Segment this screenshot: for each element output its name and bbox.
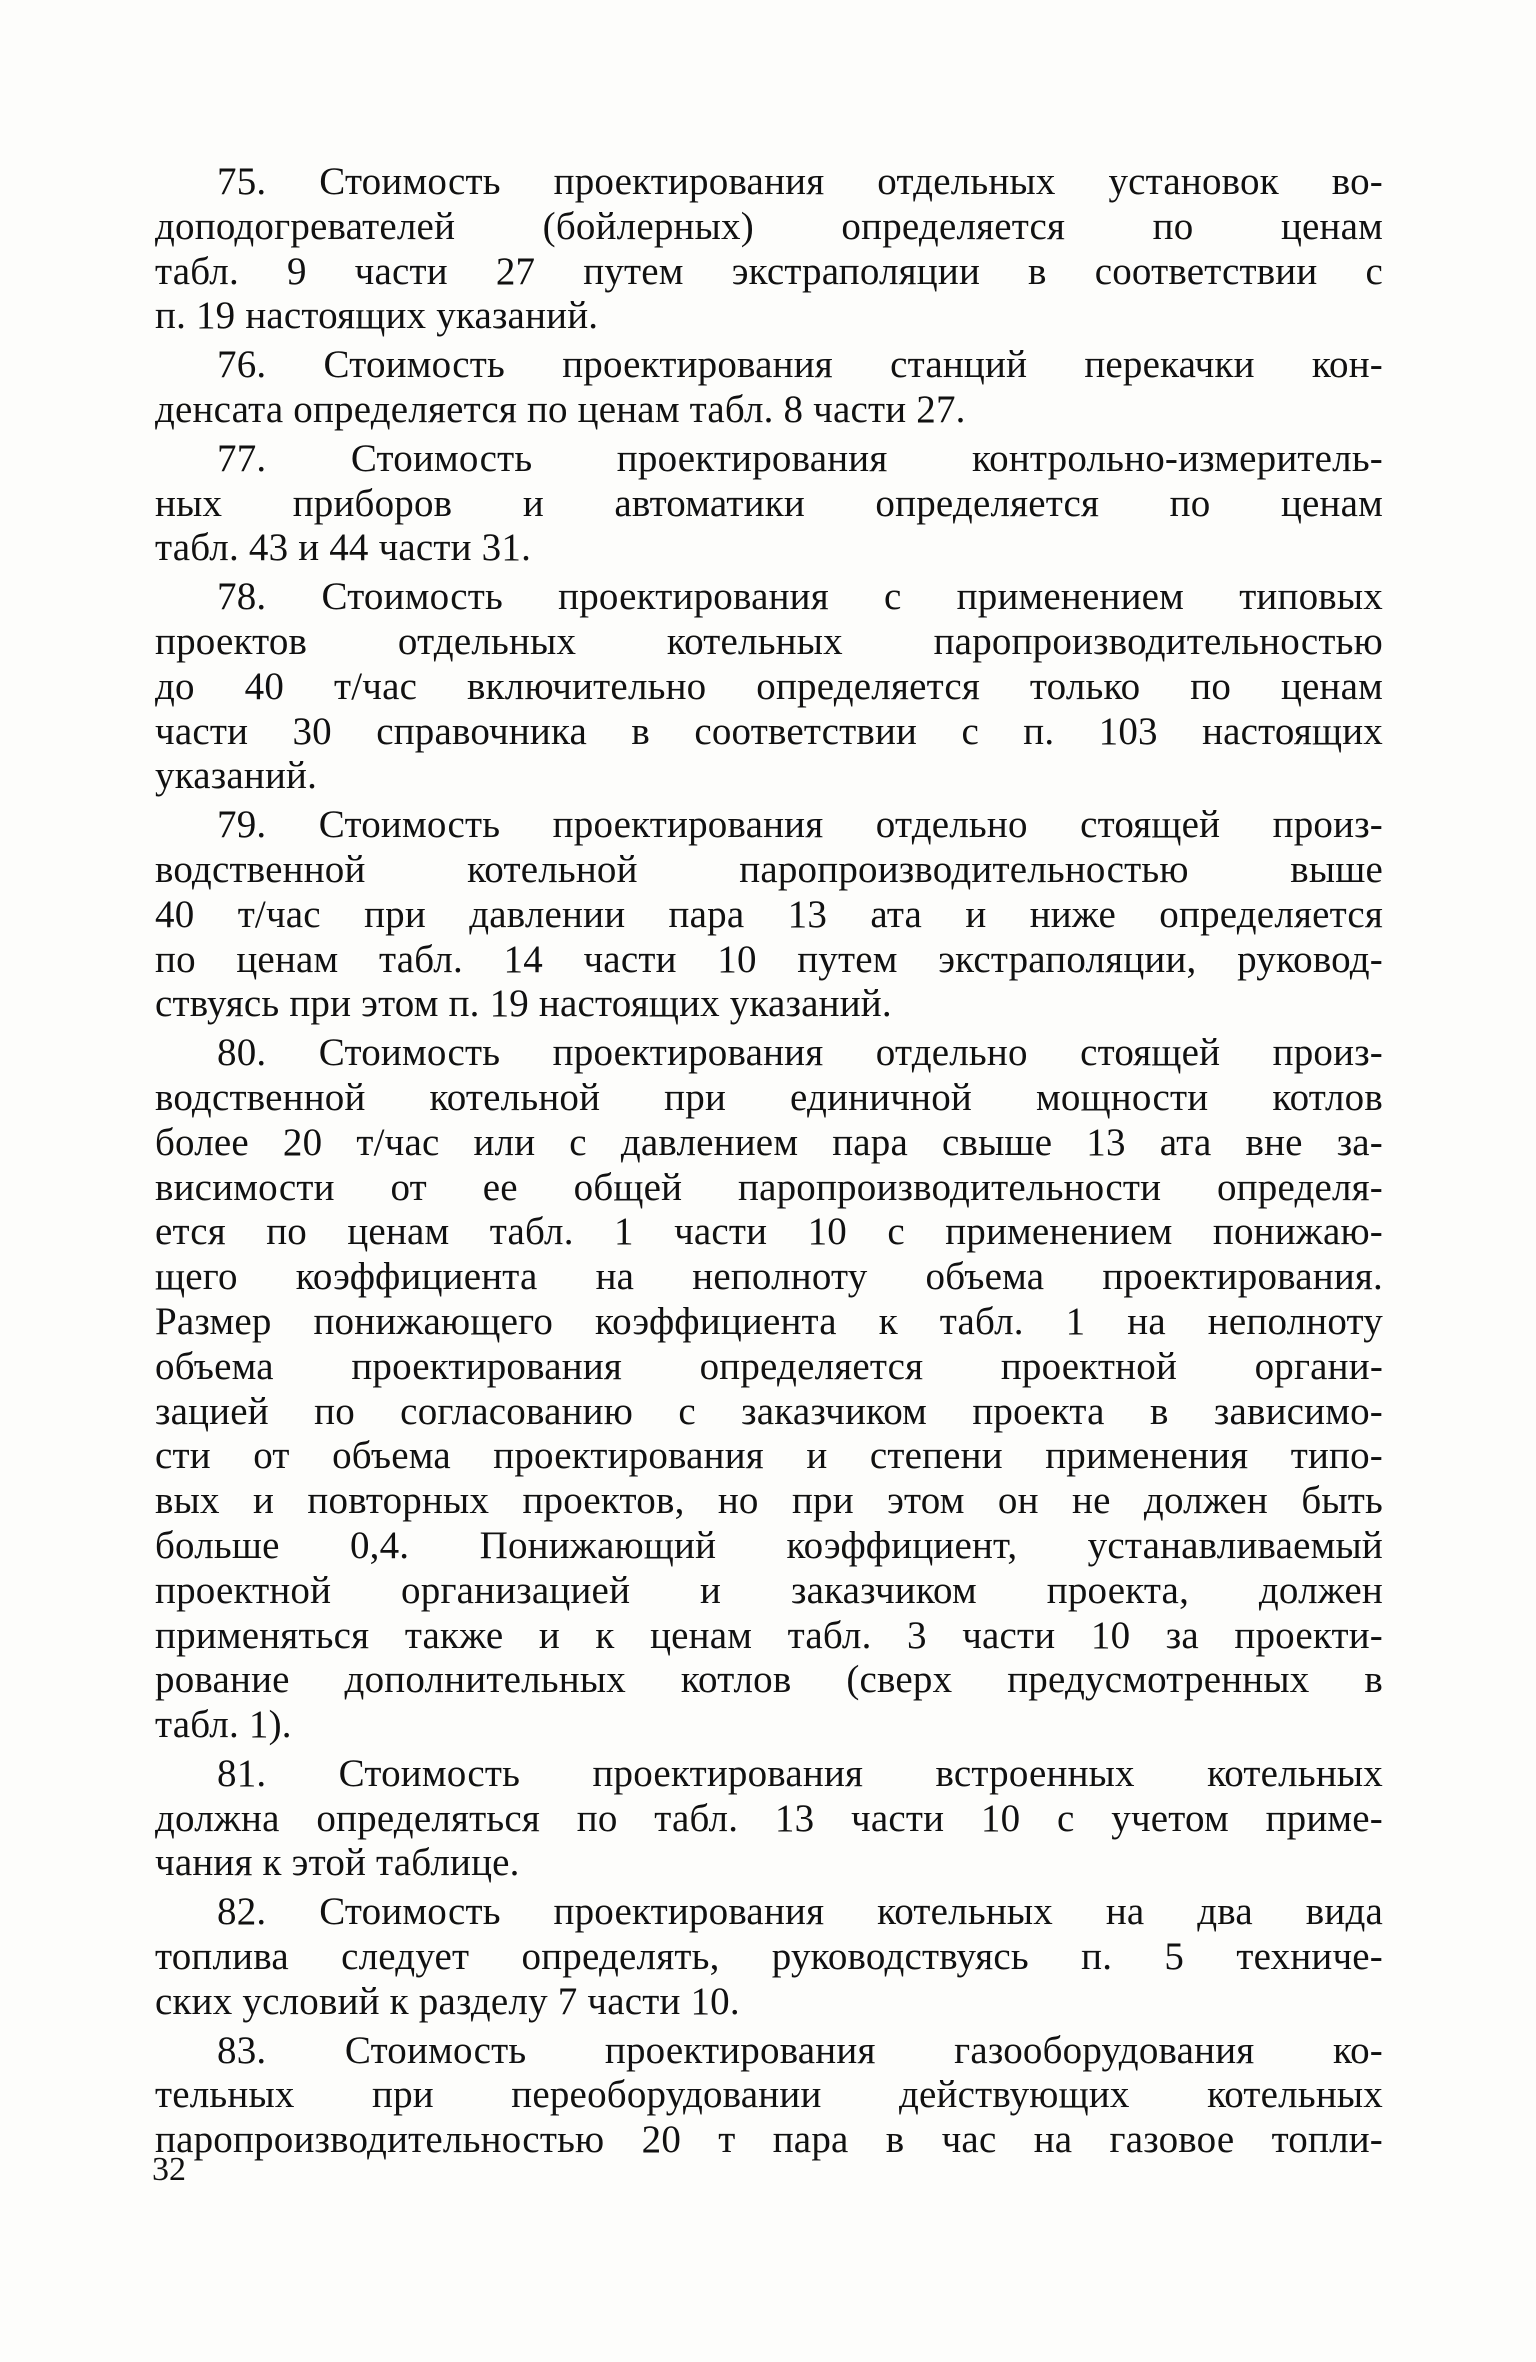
text-line: 40 т/час при давлении пара 13 ата и ниже определяется: [155, 892, 1383, 936]
text-line: 83. Стоимость проектирования газооборудования ко-: [217, 2028, 1383, 2072]
text-line: применяться также и к ценам табл. 3 части 10 за проекти-: [155, 1613, 1383, 1657]
text-line: ствуясь при этом п. 19 настоящих указаний.: [155, 982, 892, 1026]
text-line: п. 19 настоящих указаний.: [155, 294, 599, 338]
text-line: ных приборов и автоматики определяется по ценам: [155, 481, 1383, 525]
paragraph-76: [155, 343, 1383, 433]
text-line: должна определяться по табл. 13 части 10 с учетом приме-: [155, 1796, 1383, 1840]
text-line: топлива следует определять, руководствуясь п. 5 техниче-: [155, 1935, 1383, 1979]
text-line: доподогревателей (бойлерных) определяется по ценам: [155, 204, 1383, 248]
page-number: 32: [152, 2151, 186, 2188]
paragraph-83: [155, 2029, 1383, 2163]
text-line: 81. Стоимость проектирования встроенных котельных: [217, 1751, 1383, 1795]
text-line: ется по ценам табл. 1 части 10 с применением понижаю-: [155, 1210, 1383, 1254]
paragraph-82: [155, 1890, 1383, 2024]
text-line: до 40 т/час включительно определяется только по ценам: [155, 664, 1383, 708]
text-line: водственной котельной паропроизводительностью выше: [155, 847, 1383, 891]
text-line: тельных при переоборудовании действующих котельных: [155, 2073, 1383, 2117]
text-line: 77. Стоимость проектирования контрольно-измеритель-: [217, 436, 1383, 480]
paragraph-77: [155, 437, 1383, 571]
text-line: зацией по согласованию с заказчиком проекта в зависимо-: [155, 1389, 1383, 1433]
text-line: денсата определяется по ценам табл. 8 части 27.: [155, 387, 966, 431]
text-line: табл. 43 и 44 части 31.: [155, 526, 532, 570]
text-line: Размер понижающего коэффициента к табл. 1 на неполноту: [155, 1299, 1383, 1343]
text-line: вых и повторных проектов, но при этом он не должен быть: [155, 1479, 1383, 1523]
text-line: 76. Стоимость проектирования станций перекачки кон-: [217, 343, 1383, 387]
text-line: более 20 т/час или с давлением пара свыше 13 ата вне за-: [155, 1120, 1383, 1164]
text-line: 80. Стоимость проектирования отдельно стоящей произ-: [217, 1031, 1383, 1075]
text-line: объема проектирования определяется проектной органи-: [155, 1344, 1383, 1388]
text-line: щего коэффициента на неполноту объема проектирования.: [155, 1255, 1383, 1299]
paragraph-81: [155, 1752, 1383, 1886]
paragraph-75: [155, 160, 1383, 339]
text-line: 75. Стоимость проектирования отдельных установок во-: [217, 160, 1383, 203]
paragraph-79: [155, 803, 1383, 1027]
text-line: больше 0,4. Понижающий коэффициент, устанавливаемый: [155, 1523, 1383, 1567]
text-line: 82. Стоимость проектирования котельных на два вида: [217, 1890, 1383, 1934]
text-line: висимости от ее общей паропроизводительности определя-: [155, 1165, 1383, 1209]
page-text: [155, 160, 1383, 2167]
text-line: ских условий к разделу 7 части 10.: [155, 1979, 740, 2023]
text-line: чания к этой таблице.: [155, 1841, 520, 1885]
text-line: по ценам табл. 14 части 10 путем экстраполяции, руковод-: [155, 937, 1383, 981]
paragraph-78: [155, 575, 1383, 799]
text-line: указаний.: [155, 754, 318, 798]
text-line: сти от объема проектирования и степени применения типо-: [155, 1434, 1383, 1478]
paragraph-80: [155, 1031, 1383, 1748]
text-line: рование дополнительных котлов (сверх предусмотренных в: [155, 1658, 1383, 1702]
text-line: части 30 справочника в соответствии с п. 103 настоящих: [155, 709, 1383, 753]
text-line: табл. 1).: [155, 1703, 292, 1747]
text-line: паропроизводительностью 20 т пара в час на газовое топли-: [155, 2118, 1383, 2162]
text-line: табл. 9 части 27 путем экстраполяции в соответствии с: [155, 249, 1383, 293]
text-line: проектов отдельных котельных паропроизводительностью: [155, 619, 1383, 663]
text-line: 78. Стоимость проектирования с применением типовых: [217, 575, 1383, 619]
text-line: водственной котельной при единичной мощности котлов: [155, 1075, 1383, 1119]
text-line: проектной организацией и заказчиком проекта, должен: [155, 1568, 1383, 1612]
text-line: 79. Стоимость проектирования отдельно стоящей произ-: [217, 803, 1383, 847]
